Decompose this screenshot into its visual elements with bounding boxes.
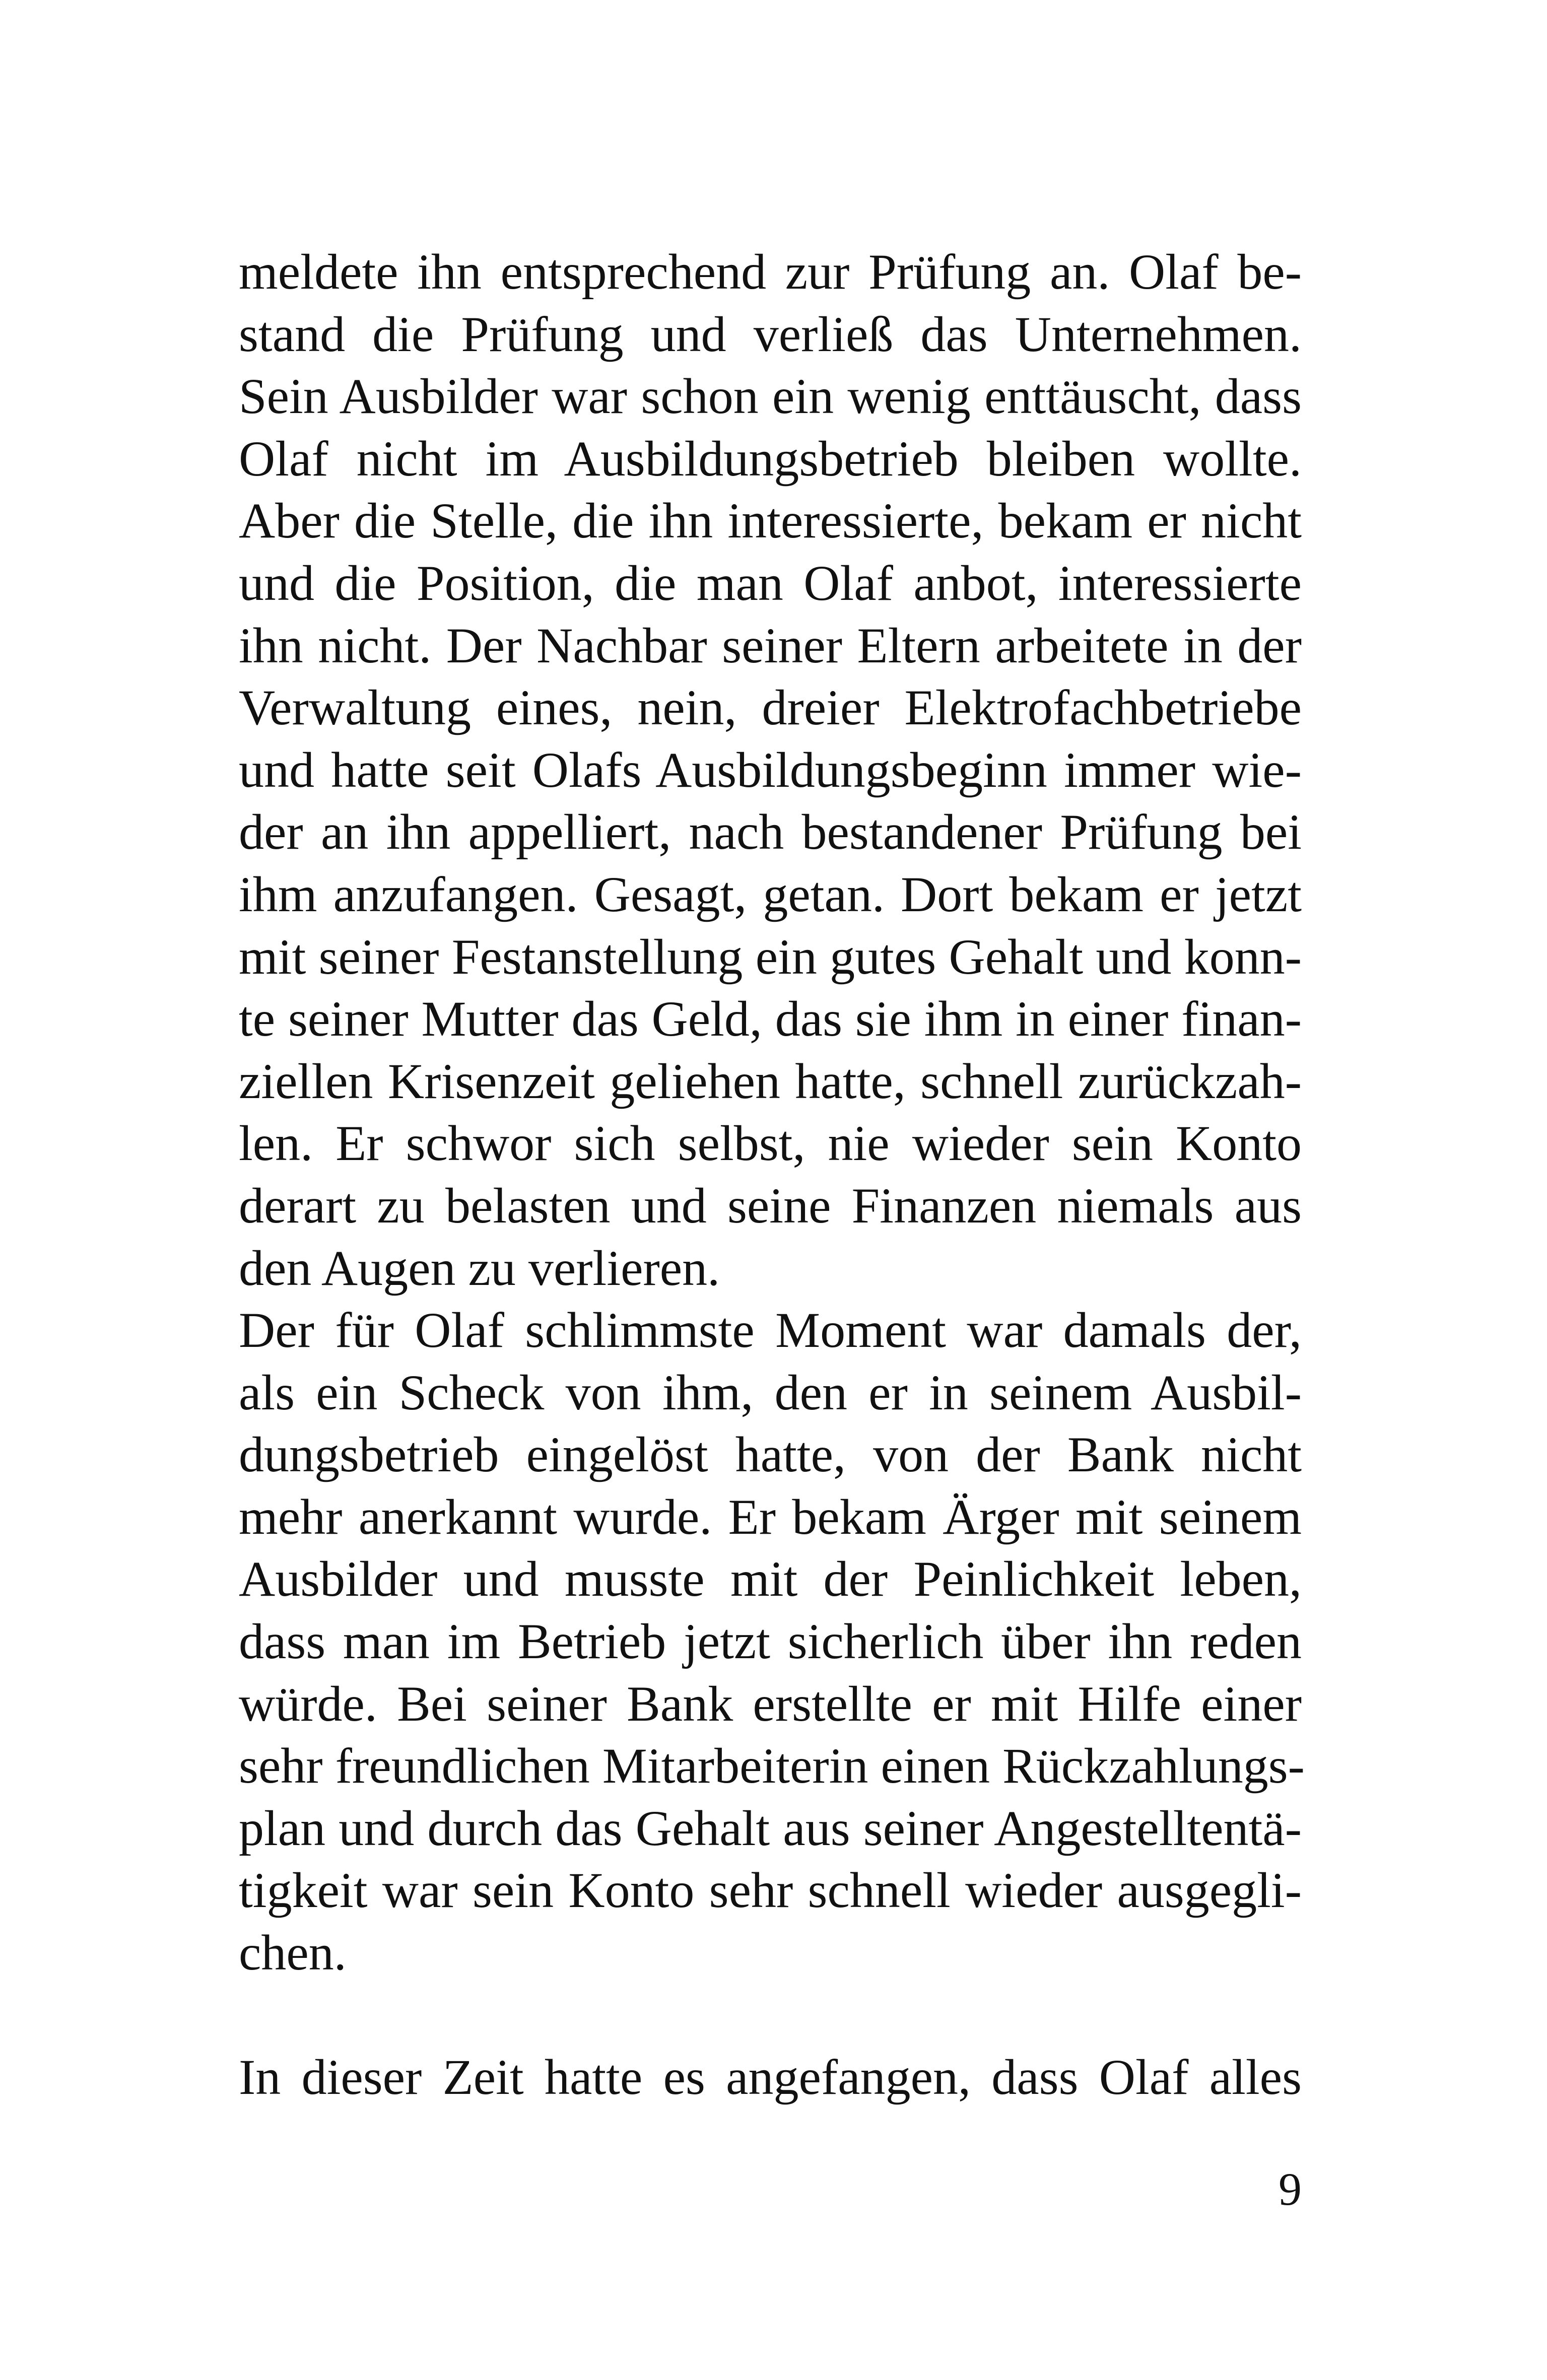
text-line: Ausbilder und musste mit der Peinlichkeit leben, [239, 1551, 1302, 1607]
text-line: den Augen zu verlieren. [239, 1240, 720, 1296]
text-line: würde. Bei seiner Bank erstellte er mit Hilfe einer [239, 1675, 1302, 1732]
text-line: tigkeit war sein Konto sehr schnell wieder ausgegli- [239, 1862, 1302, 1919]
text-line: ihn nicht. Der Nachbar seiner Eltern arbeitete in der [239, 617, 1302, 673]
text-line: mehr anerkannt wurde. Er bekam Ärger mit seinem [239, 1488, 1302, 1545]
text-line: stand die Prüfung und verließ das Unternehmen. [239, 306, 1302, 362]
text-line: der an ihn appelliert, nach bestandener Prüfung bei [239, 804, 1302, 860]
text-line: ziellen Krisenzeit geliehen hatte, schnell zurückzah- [239, 1053, 1302, 1109]
text-line: sehr freundlichen Mitarbeiterin einen Rückzahlungs- [239, 1738, 1305, 1794]
text-line: mit seiner Festanstellung ein gutes Gehalt und konn- [239, 928, 1302, 985]
paragraph-gap [239, 1984, 1302, 2047]
text-line: Sein Ausbilder war schon ein wenig enttäuscht, dass [239, 368, 1302, 425]
text-line: dass man im Betrieb jetzt sicherlich über ihn reden [239, 1613, 1302, 1670]
text-line: Verwaltung eines, nein, dreier Elektrofachbetriebe [239, 679, 1302, 736]
body-text [239, 241, 1305, 2109]
paragraph [239, 1299, 1305, 1984]
text-line: und hatte seit Olafs Ausbildungsbeginn immer wie- [239, 741, 1302, 798]
text-line: len. Er schwor sich selbst, nie wieder sein Konto [239, 1115, 1302, 1172]
text-line: dungsbetrieb eingelöst hatte, von der Bank nicht [239, 1426, 1302, 1483]
text-line: chen. [239, 1925, 347, 1981]
text-line: und die Position, die man Olaf anbot, interessierte [239, 555, 1302, 611]
text-line: Olaf nicht im Ausbildungsbetrieb bleiben wollte. [239, 430, 1302, 487]
text-line: derart zu belasten und seine Finanzen niemals aus [239, 1177, 1302, 1234]
text-line: te seiner Mutter das Geld, das sie ihm in einer finan- [239, 991, 1302, 1047]
text-line: Aber die Stelle, die ihn interessierte, bekam er nicht [239, 493, 1302, 549]
paragraph [239, 241, 1302, 1299]
text-line: ihm anzufangen. Gesagt, getan. Dort bekam er jetzt [239, 866, 1302, 922]
text-line: als ein Scheck von ihm, den er in seinem Ausbil- [239, 1364, 1302, 1420]
paragraph [239, 2046, 1302, 2109]
page-number: 9 [1279, 2163, 1302, 2215]
text-line: plan und durch das Gehalt aus seiner Angestelltentä- [239, 1800, 1302, 1856]
text-line: Der für Olaf schlimmste Moment war damals der, [239, 1302, 1302, 1358]
text-line: In dieser Zeit hatte es angefangen, dass Olaf alles [239, 2049, 1302, 2105]
text-line: meldete ihn entsprechend zur Prüfung an. Olaf be- [239, 244, 1302, 300]
